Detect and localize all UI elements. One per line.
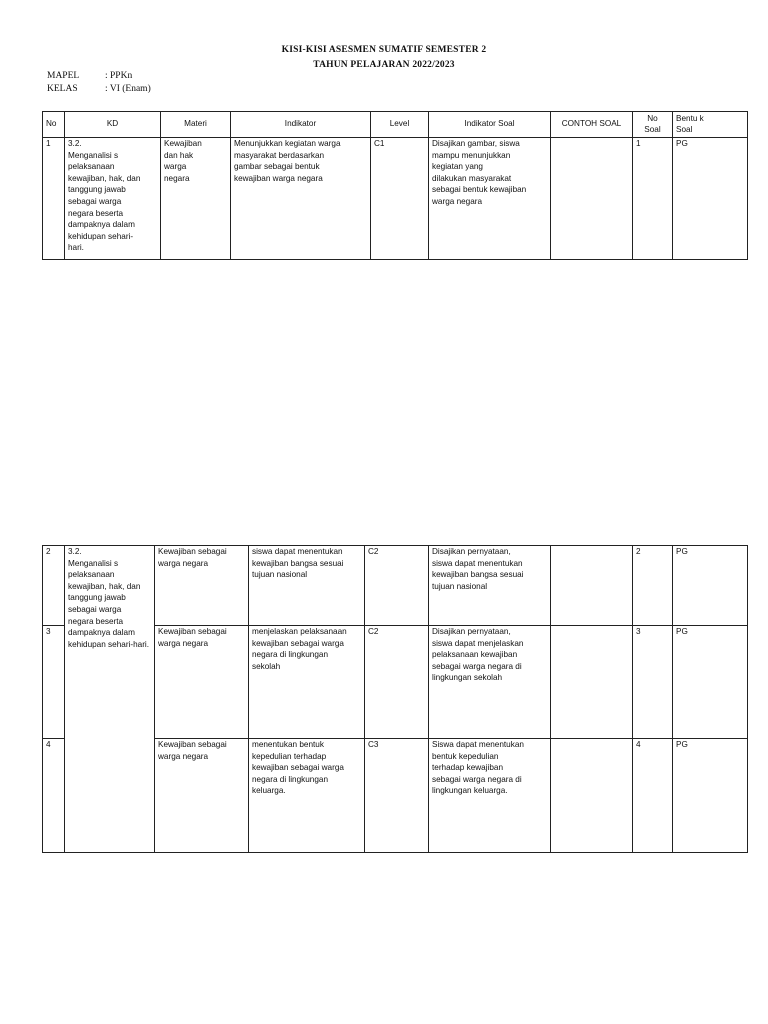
header-bentuk-soal: Bentu k Soal: [673, 112, 748, 138]
document-subtitle: TAHUN PELAJARAN 2022/2023: [313, 60, 455, 70]
kisi-table-2: [42, 545, 748, 853]
cell-no: 2: [43, 546, 65, 626]
cell-indikator: menentukan bentuk kepedulian terhadap kewajiban sebagai warga negara di lingkungan keluarga.: [249, 739, 365, 853]
header-materi: Materi: [161, 112, 231, 138]
cell-no: 1: [43, 138, 65, 260]
cell-contoh-soal: [551, 546, 633, 626]
header-indikator-soal: Indikator Soal: [429, 112, 551, 138]
header-no-soal: No Soal: [633, 112, 673, 138]
cell-no-soal: 1: [633, 138, 673, 260]
cell-indikator: Menunjukkan kegiatan warga masyarakat berdasarkan gambar sebagai bentuk kewajiban warga negara: [231, 138, 371, 260]
cell-bentuk-soal: PG: [673, 626, 748, 739]
kelas-label: KELAS: [47, 84, 78, 94]
kelas-row: [47, 84, 151, 94]
cell-indikator-soal: Disajikan pernyataan, siswa dapat menjelaskan pelaksanaan kewajiban sebagai warga negara di lingkungan sekolah: [429, 626, 551, 739]
table-row: [43, 138, 748, 260]
header-kd: KD: [65, 112, 161, 138]
cell-contoh-soal: [551, 739, 633, 853]
cell-level: C2: [365, 626, 429, 739]
document-title: KISI-KISI ASESMEN SUMATIF SEMESTER 2: [281, 45, 487, 55]
mapel-label: MAPEL: [47, 71, 80, 81]
cell-level: C2: [365, 546, 429, 626]
cell-no: 3: [43, 626, 65, 739]
cell-bentuk-soal: PG: [673, 739, 748, 853]
header-level: Level: [371, 112, 429, 138]
cell-materi: Kewajiban sebagai warga negara: [155, 739, 249, 853]
cell-kd-shared: 3.2. Menganalisi s pelaksanaan kewajiban, hak, dan tanggung jawab sebagai warga negara beserta dampaknya dalam kehidupan sehari-hari.: [65, 546, 155, 853]
cell-level: C3: [365, 739, 429, 853]
cell-indikator: siswa dapat menentukan kewajiban bangsa sesuai tujuan nasional: [249, 546, 365, 626]
cell-indikator-soal: Disajikan pernyataan, siswa dapat menentukan kewajiban bangsa sesuai tujuan nasional: [429, 546, 551, 626]
cell-no: 4: [43, 739, 65, 853]
cell-materi: Kewajiban dan hak warga negara: [161, 138, 231, 260]
cell-no-soal: 3: [633, 626, 673, 739]
cell-indikator-soal: Siswa dapat menentukan bentuk kepedulian terhadap kewajiban sebagai warga negara di lingkungan keluarga.: [429, 739, 551, 853]
cell-materi: Kewajiban sebagai warga negara: [155, 546, 249, 626]
cell-bentuk-soal: PG: [673, 138, 748, 260]
mapel-value: : PPKn: [105, 71, 133, 81]
kisi-table-1: [42, 111, 748, 260]
kelas-value: : VI (Enam): [105, 84, 151, 94]
header-no: No: [43, 112, 65, 138]
mapel-row: [47, 71, 132, 81]
cell-bentuk-soal: PG: [673, 546, 748, 626]
cell-no-soal: 4: [633, 739, 673, 853]
cell-indikator-soal: Disajikan gambar, siswa mampu menunjukkan kegiatan yang dilakukan masyarakat sebagai bentuk kewajiban warga negara: [429, 138, 551, 260]
cell-kd: 3.2. Menganalisi s pelaksanaan kewajiban, hak, dan tanggung jawab sebagai warga negara beserta dampaknya dalam kehidupan sehari- hari.: [65, 138, 161, 260]
cell-contoh-soal: [551, 626, 633, 739]
header-contoh-soal: CONTOH SOAL: [551, 112, 633, 138]
cell-contoh-soal: [551, 138, 633, 260]
header-indikator: Indikator: [231, 112, 371, 138]
table-row: [43, 546, 748, 626]
cell-no-soal: 2: [633, 546, 673, 626]
cell-indikator: menjelaskan pelaksanaan kewajiban sebagai warga negara di lingkungan sekolah: [249, 626, 365, 739]
cell-level: C1: [371, 138, 429, 260]
header-row: [43, 112, 748, 138]
cell-materi: Kewajiban sebagai warga negara: [155, 626, 249, 739]
